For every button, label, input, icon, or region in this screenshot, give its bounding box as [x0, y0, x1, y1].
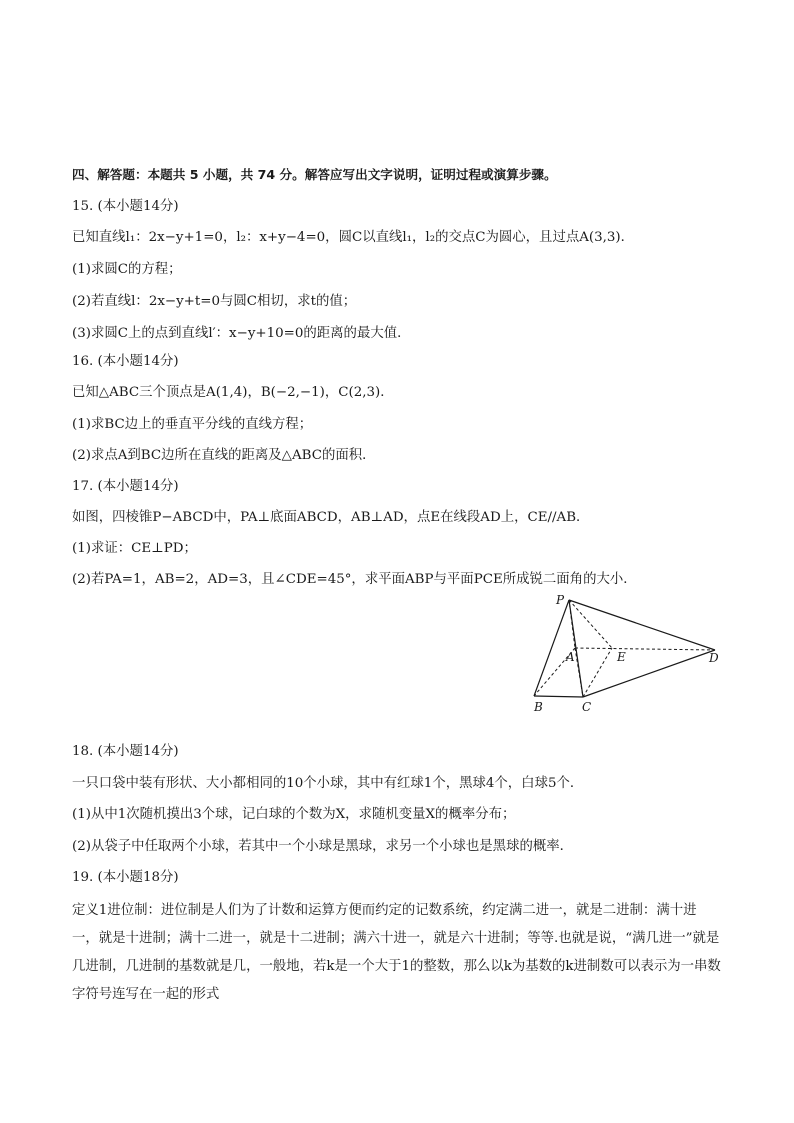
q16-part1: (1)求BC边上的垂直平分线的直线方程； — [72, 417, 313, 432]
q17-part1: (1)求证：CE⊥PD； — [72, 541, 197, 556]
q15-header: 15. (本小题14分) — [72, 199, 179, 214]
label-A: A — [566, 650, 575, 664]
q17-header: 17. (本小题14分) — [72, 479, 179, 494]
q16-header: 16. (本小题14分) — [72, 354, 179, 369]
q19-stem: 定义1进位制：进位制是人们为了计数和运算方便而约定的记数系统，约定满二进一，就是二进制：满十进一，就是十进制；满十二进一，就是十二进制；满六十进一，就是六十进制；等等.也就是说，“满几进一”就是几进制，几进制的基数就是几，一般地，若k是一个大于1的整数，那么以k为基数的k进制数可以表示为一串数字符号连写在一起的形式 — [72, 903, 721, 1002]
label-P: P — [556, 593, 565, 607]
label-B: B — [534, 700, 543, 714]
q15-part1: (1)求圆C的方程； — [72, 262, 182, 277]
section-title: 四、解答题：本题共 5 小题，共 74 分。解答应写出文字说明，证明过程或演算步骤。 — [72, 167, 557, 182]
q19-header: 19. (本小题18分) — [72, 870, 179, 885]
edge-BC — [534, 696, 583, 697]
edge-CE — [583, 648, 612, 697]
q16-part2: (2)求点A到BC边所在直线的距离及△ABC的面积． — [72, 448, 376, 463]
pyramid-figure — [520, 590, 730, 716]
q15-part3: (3)求圆C上的点到直线l′：x−y+10=0的距离的最大值． — [72, 326, 411, 341]
q17-stem: 如图，四棱锥P−ABCD中，PA⊥底面ABCD，AB⊥AD，点E在线段AD上，CE//AB． — [72, 510, 590, 525]
label-D: D — [709, 651, 719, 665]
edge-CD — [583, 650, 715, 697]
q16-stem: 已知△ABC三个顶点是A(1,4)，B(−2,−1)，C(2,3)． — [72, 385, 394, 400]
label-C: C — [582, 700, 592, 714]
q18-part1: (1)从中1次随机摸出3个球，记白球的个数为X，求随机变量X的概率分布； — [72, 807, 516, 822]
edge-AD — [575, 648, 715, 650]
q18-stem: 一只口袋中装有形状、大小都相同的10个小球，其中有红球1个，黑球4个，白球5个． — [72, 776, 584, 791]
q18-header: 18. (本小题14分) — [72, 744, 179, 759]
edge-PA — [569, 600, 575, 648]
label-E: E — [617, 650, 626, 664]
q17-part2: (2)若PA=1，AB=2，AD=3，且∠CDE=45°，求平面ABP与平面PCE所成锐二面角的大小． — [72, 572, 637, 587]
q18-part2: (2)从袋子中任取两个小球，若其中一个小球是黑球，求另一个小球也是黑球的概率． — [72, 839, 574, 854]
edge-PB — [534, 600, 569, 696]
q15-stem: 已知直线l₁：2x−y+1=0，l₂：x+y−4=0，圆C以直线l₁，l₂的交点C为圆心，且过点A(3,3)． — [72, 230, 635, 245]
q15-part2: (2)若直线l：2x−y+t=0与圆C相切，求t的值； — [72, 294, 357, 309]
